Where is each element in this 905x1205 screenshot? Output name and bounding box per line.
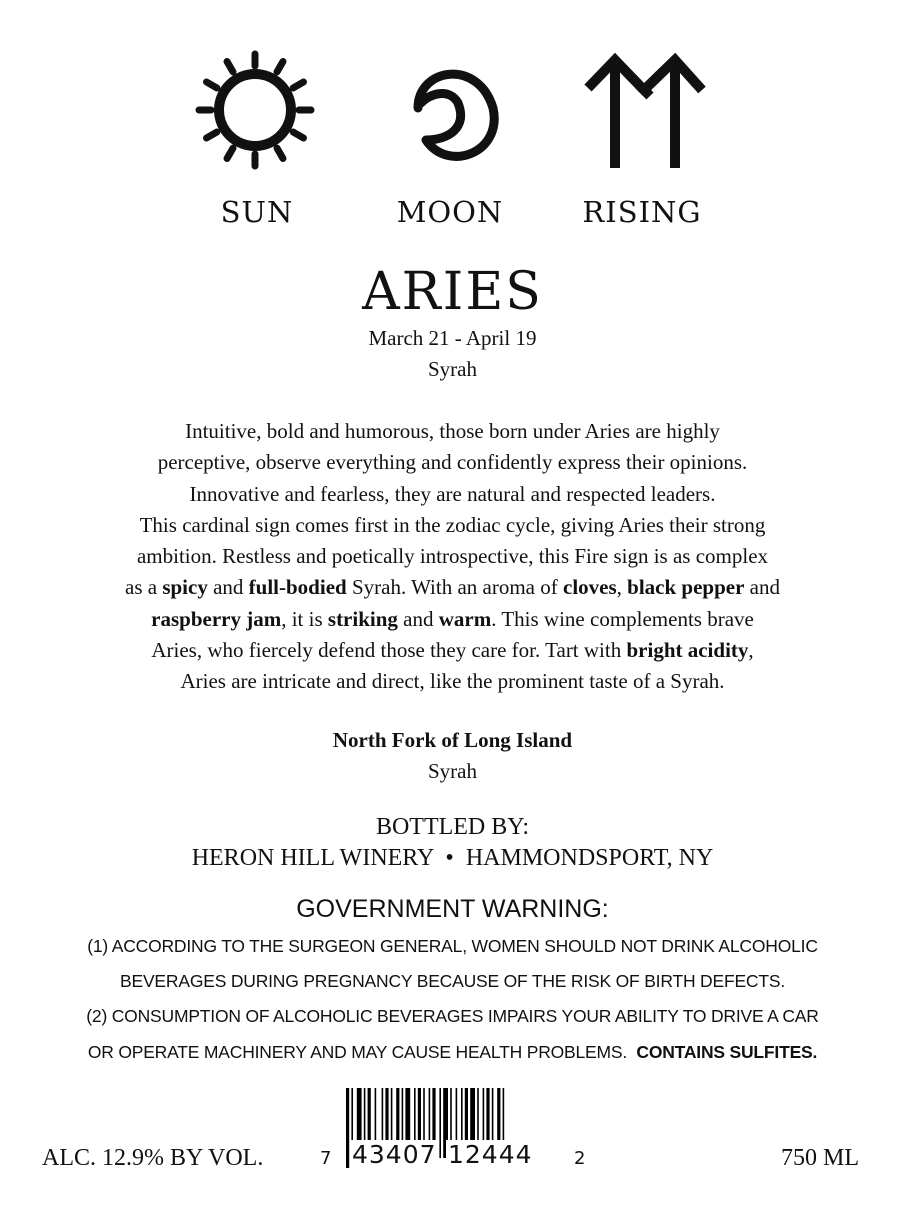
moon-label: MOON bbox=[396, 195, 504, 229]
text-segment: perceptive, observe everything and confidently express their opinions. bbox=[157, 450, 748, 475]
rising-label: RISING bbox=[582, 195, 702, 229]
sun-icon bbox=[190, 48, 320, 173]
volume: 750 ML bbox=[781, 1145, 859, 1171]
sun-ray bbox=[207, 82, 217, 88]
region: North Fork of Long Island bbox=[332, 728, 573, 752]
rising-arrows-icon bbox=[580, 48, 710, 173]
text-segment: ambition. Restless and poetically introspective, this Fire sign is as complex bbox=[136, 544, 769, 569]
warning-line: (1) ACCORDING TO THE SURGEON GENERAL, WOMEN SHOULD NOT DRINK ALCOHOLIC bbox=[87, 936, 818, 956]
text-segment: Aries, who fiercely defend those they care for. Tart with bbox=[151, 638, 627, 663]
highlighted-note: striking bbox=[327, 606, 398, 631]
warning-line: (2) CONSUMPTION OF ALCOHOLIC BEVERAGES IMPAIRS YOUR ABILITY TO DRIVE A CAR bbox=[86, 1006, 819, 1026]
description bbox=[0, 416, 905, 698]
barcode bbox=[318, 1088, 588, 1172]
sun-ray bbox=[293, 132, 303, 138]
varietal: Syrah bbox=[428, 357, 477, 381]
text-segment: Intuitive, bold and humorous, those born under Aries are highly bbox=[185, 419, 720, 443]
barcode-bar bbox=[439, 1088, 441, 1158]
text-segment: Syrah. With an aroma of bbox=[346, 575, 563, 600]
moon-icon bbox=[388, 48, 518, 173]
text-segment: and bbox=[397, 606, 439, 631]
warning-title: GOVERNMENT WARNING: bbox=[296, 895, 609, 923]
bottler: HERON HILL WINERY • HAMMONDSPORT, NY bbox=[191, 845, 714, 871]
sun-ray bbox=[227, 148, 233, 158]
text-segment: , bbox=[616, 575, 628, 600]
text-segment: and bbox=[744, 575, 780, 600]
description-line bbox=[0, 572, 905, 603]
highlighted-note: warm bbox=[438, 606, 492, 631]
highlighted-note: raspberry jam bbox=[151, 606, 282, 631]
description-line bbox=[0, 416, 905, 447]
warning-line: BEVERAGES DURING PREGNANCY BECAUSE OF THE RISK OF BIRTH DEFECTS. bbox=[120, 971, 785, 991]
text-segment: . This wine complements brave bbox=[491, 606, 754, 631]
text-segment: , it is bbox=[281, 606, 328, 631]
description-line bbox=[0, 510, 905, 541]
description-line bbox=[0, 635, 905, 666]
text-segment: and bbox=[207, 575, 249, 600]
description-line bbox=[0, 479, 905, 510]
highlighted-note: black pepper bbox=[627, 575, 745, 600]
region-varietal: Syrah bbox=[428, 759, 477, 783]
description-line bbox=[0, 666, 905, 697]
text-segment: Aries are intricate and direct, like the prominent taste of a Syrah. bbox=[180, 669, 725, 694]
description-line bbox=[0, 604, 905, 635]
sun-ray bbox=[277, 62, 283, 72]
sun-ray bbox=[227, 62, 233, 72]
text-segment: Innovative and fearless, they are natural and respected leaders. bbox=[189, 481, 716, 506]
sign-title: ARIES bbox=[362, 262, 543, 322]
text-segment: as a bbox=[125, 575, 163, 600]
barcode-bar bbox=[346, 1088, 349, 1168]
bottled-by-label: BOTTLED BY: bbox=[375, 814, 530, 840]
barcode-digits-left: 43407 bbox=[352, 1140, 437, 1169]
barcode-digit-last: 2 bbox=[574, 1148, 586, 1169]
sun-ray bbox=[277, 148, 283, 158]
description-line bbox=[0, 447, 905, 478]
highlighted-note: bright acidity bbox=[626, 638, 749, 663]
barcode-digits-right: 12444 bbox=[448, 1140, 533, 1169]
alcohol-content: ALC. 12.9% BY VOL. bbox=[42, 1145, 264, 1171]
description-line bbox=[0, 541, 905, 572]
warning-line: OR OPERATE MACHINERY AND MAY CAUSE HEALTH PROBLEMS. bbox=[87, 1042, 628, 1062]
sign-dates: March 21 - April 19 bbox=[368, 326, 537, 350]
sun-ray bbox=[207, 132, 217, 138]
highlighted-note: spicy bbox=[162, 575, 208, 600]
sun-ray bbox=[293, 82, 303, 88]
sun-label: SUN bbox=[220, 195, 294, 229]
barcode-digit-first: 7 bbox=[320, 1148, 332, 1169]
text-segment: , bbox=[748, 638, 754, 663]
text-segment: This cardinal sign comes first in the zodiac cycle, giving Aries their strong bbox=[139, 512, 766, 537]
sulfites-notice: CONTAINS SULFITES. bbox=[636, 1042, 818, 1062]
highlighted-note: cloves bbox=[563, 575, 617, 600]
highlighted-note: full-bodied bbox=[248, 575, 347, 600]
